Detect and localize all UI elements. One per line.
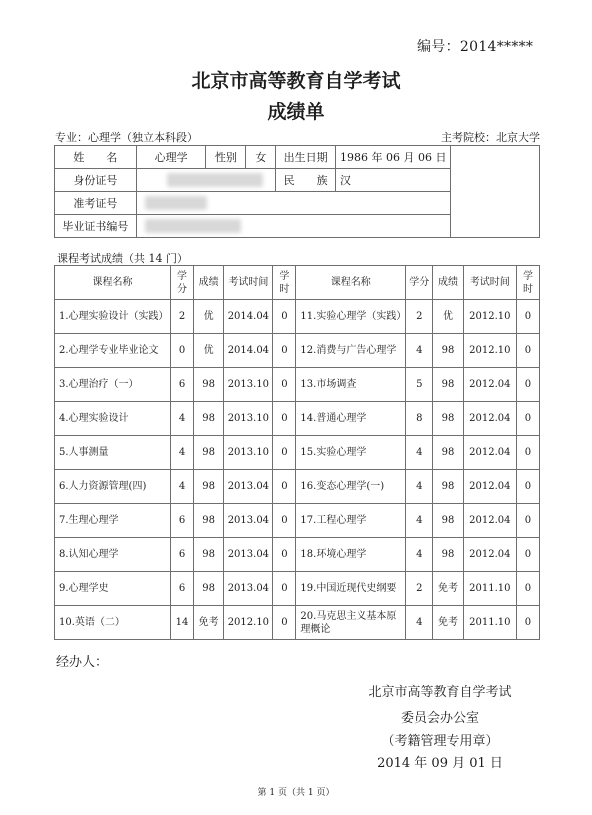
course-hours: 0 [516, 402, 539, 436]
course-name: 3.心理治疗（一） [55, 368, 171, 402]
course-time: 2013.04 [224, 572, 273, 606]
ethnicity-value: 汉 [336, 169, 451, 192]
course-score: 98 [194, 470, 224, 504]
header-hours: 学时 [273, 266, 296, 300]
issuer-org-line2: 委员会办公室 [400, 711, 479, 726]
course-hours: 0 [516, 334, 539, 368]
course-score: 98 [194, 402, 224, 436]
course-name: 7.生理心理学 [55, 504, 171, 538]
course-score: 免考 [433, 606, 463, 640]
student-info-table [54, 145, 540, 238]
course-score: 98 [433, 504, 463, 538]
id-value-redacted [136, 169, 276, 192]
exam-number-label: 准考证号 [55, 192, 137, 215]
course-credit: 0 [171, 334, 194, 368]
course-hours: 0 [273, 572, 296, 606]
course-hours: 0 [516, 470, 539, 504]
course-score: 98 [194, 436, 224, 470]
course-credit: 4 [171, 470, 194, 504]
exam-number-redacted [136, 192, 451, 215]
course-score: 98 [433, 334, 463, 368]
course-credit: 4 [171, 436, 194, 470]
header-score: 成绩 [194, 266, 224, 300]
course-name: 17.工程心理学 [296, 504, 406, 538]
course-hours: 0 [273, 504, 296, 538]
course-name: 11.实验心理学（实践） [296, 300, 406, 334]
course-name: 8.认知心理学 [55, 538, 171, 572]
course-score: 优 [433, 300, 463, 334]
table-row [55, 538, 540, 572]
course-hours: 0 [516, 538, 539, 572]
table-row [55, 572, 540, 606]
course-credit: 6 [171, 572, 194, 606]
course-hours: 0 [273, 606, 296, 640]
course-credit: 14 [171, 606, 194, 640]
course-credit: 2 [406, 300, 433, 334]
course-time: 2012.04 [463, 504, 516, 538]
course-time: 2012.04 [463, 436, 516, 470]
course-score: 98 [194, 538, 224, 572]
course-name: 6.人力资源管理(四) [55, 470, 171, 504]
issuer-seal-note: （考籍管理专用章） [381, 734, 499, 749]
course-time: 2013.04 [224, 538, 273, 572]
course-time: 2012.04 [463, 368, 516, 402]
header-exam-time: 考试时间 [463, 266, 516, 300]
course-time: 2012.10 [463, 300, 516, 334]
course-time: 2013.10 [224, 368, 273, 402]
course-hours: 0 [273, 538, 296, 572]
school-text: 主考院校：北京大学 [441, 131, 540, 144]
course-hours: 0 [273, 436, 296, 470]
course-score: 98 [433, 402, 463, 436]
course-hours: 0 [273, 334, 296, 368]
course-hours: 0 [516, 300, 539, 334]
id-label: 身份证号 [55, 169, 137, 192]
course-score: 98 [433, 436, 463, 470]
course-hours: 0 [273, 402, 296, 436]
table-row [55, 300, 540, 334]
table-row [55, 606, 540, 640]
table-row [55, 368, 540, 402]
course-time: 2012.10 [224, 606, 273, 640]
header-credit: 学分 [171, 266, 194, 300]
course-time: 2011.10 [463, 606, 516, 640]
course-credit: 4 [406, 470, 433, 504]
course-hours: 0 [516, 436, 539, 470]
table-row [55, 334, 540, 368]
course-score: 优 [194, 334, 224, 368]
course-score: 98 [433, 368, 463, 402]
course-credit: 4 [406, 436, 433, 470]
gender-value: 女 [246, 146, 276, 169]
course-score: 免考 [194, 606, 224, 640]
header-credit: 学分 [406, 266, 433, 300]
gender-label: 性别 [206, 146, 246, 169]
course-name: 4.心理实验设计 [55, 402, 171, 436]
course-hours: 0 [516, 606, 539, 640]
course-score: 免考 [433, 572, 463, 606]
page-number: 第 1 页（共 1 页） [257, 788, 335, 798]
course-name: 12.消费与广告心理学 [296, 334, 406, 368]
course-name: 16.变态心理学(一) [296, 470, 406, 504]
score-table [54, 265, 540, 640]
course-hours: 0 [273, 368, 296, 402]
course-name: 14.普通心理学 [296, 402, 406, 436]
table-row [55, 436, 540, 470]
issue-date: 2014 年 09 月 01 日 [377, 756, 503, 771]
course-credit: 6 [171, 538, 194, 572]
document-subtitle: 成绩单 [267, 101, 325, 123]
course-name: 1.心理实验设计（实践） [55, 300, 171, 334]
courses-caption: 课程考试成绩（共 14 门） [57, 252, 188, 265]
name-label: 姓 名 [55, 146, 137, 169]
course-name: 10.英语（二） [55, 606, 171, 640]
course-credit: 2 [171, 300, 194, 334]
course-name: 9.心理学史 [55, 572, 171, 606]
header-score: 成绩 [433, 266, 463, 300]
course-time: 2013.10 [224, 436, 273, 470]
course-credit: 4 [406, 538, 433, 572]
course-time: 2014.04 [224, 334, 273, 368]
course-credit: 2 [406, 572, 433, 606]
certificate-number-label: 毕业证书编号 [55, 215, 137, 238]
table-row [55, 402, 540, 436]
table-header-row [55, 266, 540, 300]
course-hours: 0 [516, 572, 539, 606]
course-name: 15.实验心理学 [296, 436, 406, 470]
course-time: 2012.04 [463, 538, 516, 572]
header-exam-time: 考试时间 [224, 266, 273, 300]
major-text: 专业：心理学（独立本科段） [55, 131, 198, 144]
course-time: 2013.10 [224, 402, 273, 436]
course-score: 98 [433, 538, 463, 572]
course-name: 13.市场调查 [296, 368, 406, 402]
course-hours: 0 [273, 300, 296, 334]
course-time: 2013.04 [224, 504, 273, 538]
certificate-number-redacted [136, 215, 451, 238]
header-course-name: 课程名称 [55, 266, 171, 300]
course-time: 2012.10 [463, 334, 516, 368]
course-hours: 0 [516, 504, 539, 538]
ethnicity-label: 民 族 [276, 169, 336, 192]
course-score: 98 [433, 470, 463, 504]
table-row [55, 504, 540, 538]
course-hours: 0 [273, 470, 296, 504]
course-time: 2012.04 [463, 470, 516, 504]
course-time: 2012.04 [463, 402, 516, 436]
issuer-org-line1: 北京市高等教育自学考试 [368, 685, 512, 700]
serial-number: 编号：2014***** [417, 39, 534, 55]
course-credit: 6 [171, 504, 194, 538]
photo-area [451, 146, 540, 238]
course-name: 2.心理学专业毕业论文 [55, 334, 171, 368]
table-row [55, 470, 540, 504]
course-time: 2014.04 [224, 300, 273, 334]
course-hours: 0 [516, 368, 539, 402]
header-course-name: 课程名称 [296, 266, 406, 300]
course-name: 19.中国近现代史纲要 [296, 572, 406, 606]
handler-label: 经办人： [56, 655, 109, 670]
course-name: 18.环境心理学 [296, 538, 406, 572]
course-credit: 6 [171, 368, 194, 402]
course-name: 5.人事测量 [55, 436, 171, 470]
course-score: 98 [194, 572, 224, 606]
course-credit: 5 [406, 368, 433, 402]
document-title: 北京市高等教育自学考试 [191, 70, 401, 92]
course-credit: 4 [171, 402, 194, 436]
course-credit: 4 [406, 504, 433, 538]
course-credit: 8 [406, 402, 433, 436]
birth-label: 出生日期 [276, 146, 336, 169]
course-score: 98 [194, 504, 224, 538]
course-time: 2011.10 [463, 572, 516, 606]
name-value: 心理学 [136, 146, 206, 169]
course-credit: 4 [406, 606, 433, 640]
header-hours: 学时 [516, 266, 539, 300]
course-time: 2013.04 [224, 470, 273, 504]
course-name: 20.马克思主义基本原理概论 [296, 606, 406, 640]
course-score: 98 [194, 368, 224, 402]
birth-value: 1986 年 06 月 06 日 [336, 146, 451, 169]
course-score: 优 [194, 300, 224, 334]
course-credit: 4 [406, 334, 433, 368]
